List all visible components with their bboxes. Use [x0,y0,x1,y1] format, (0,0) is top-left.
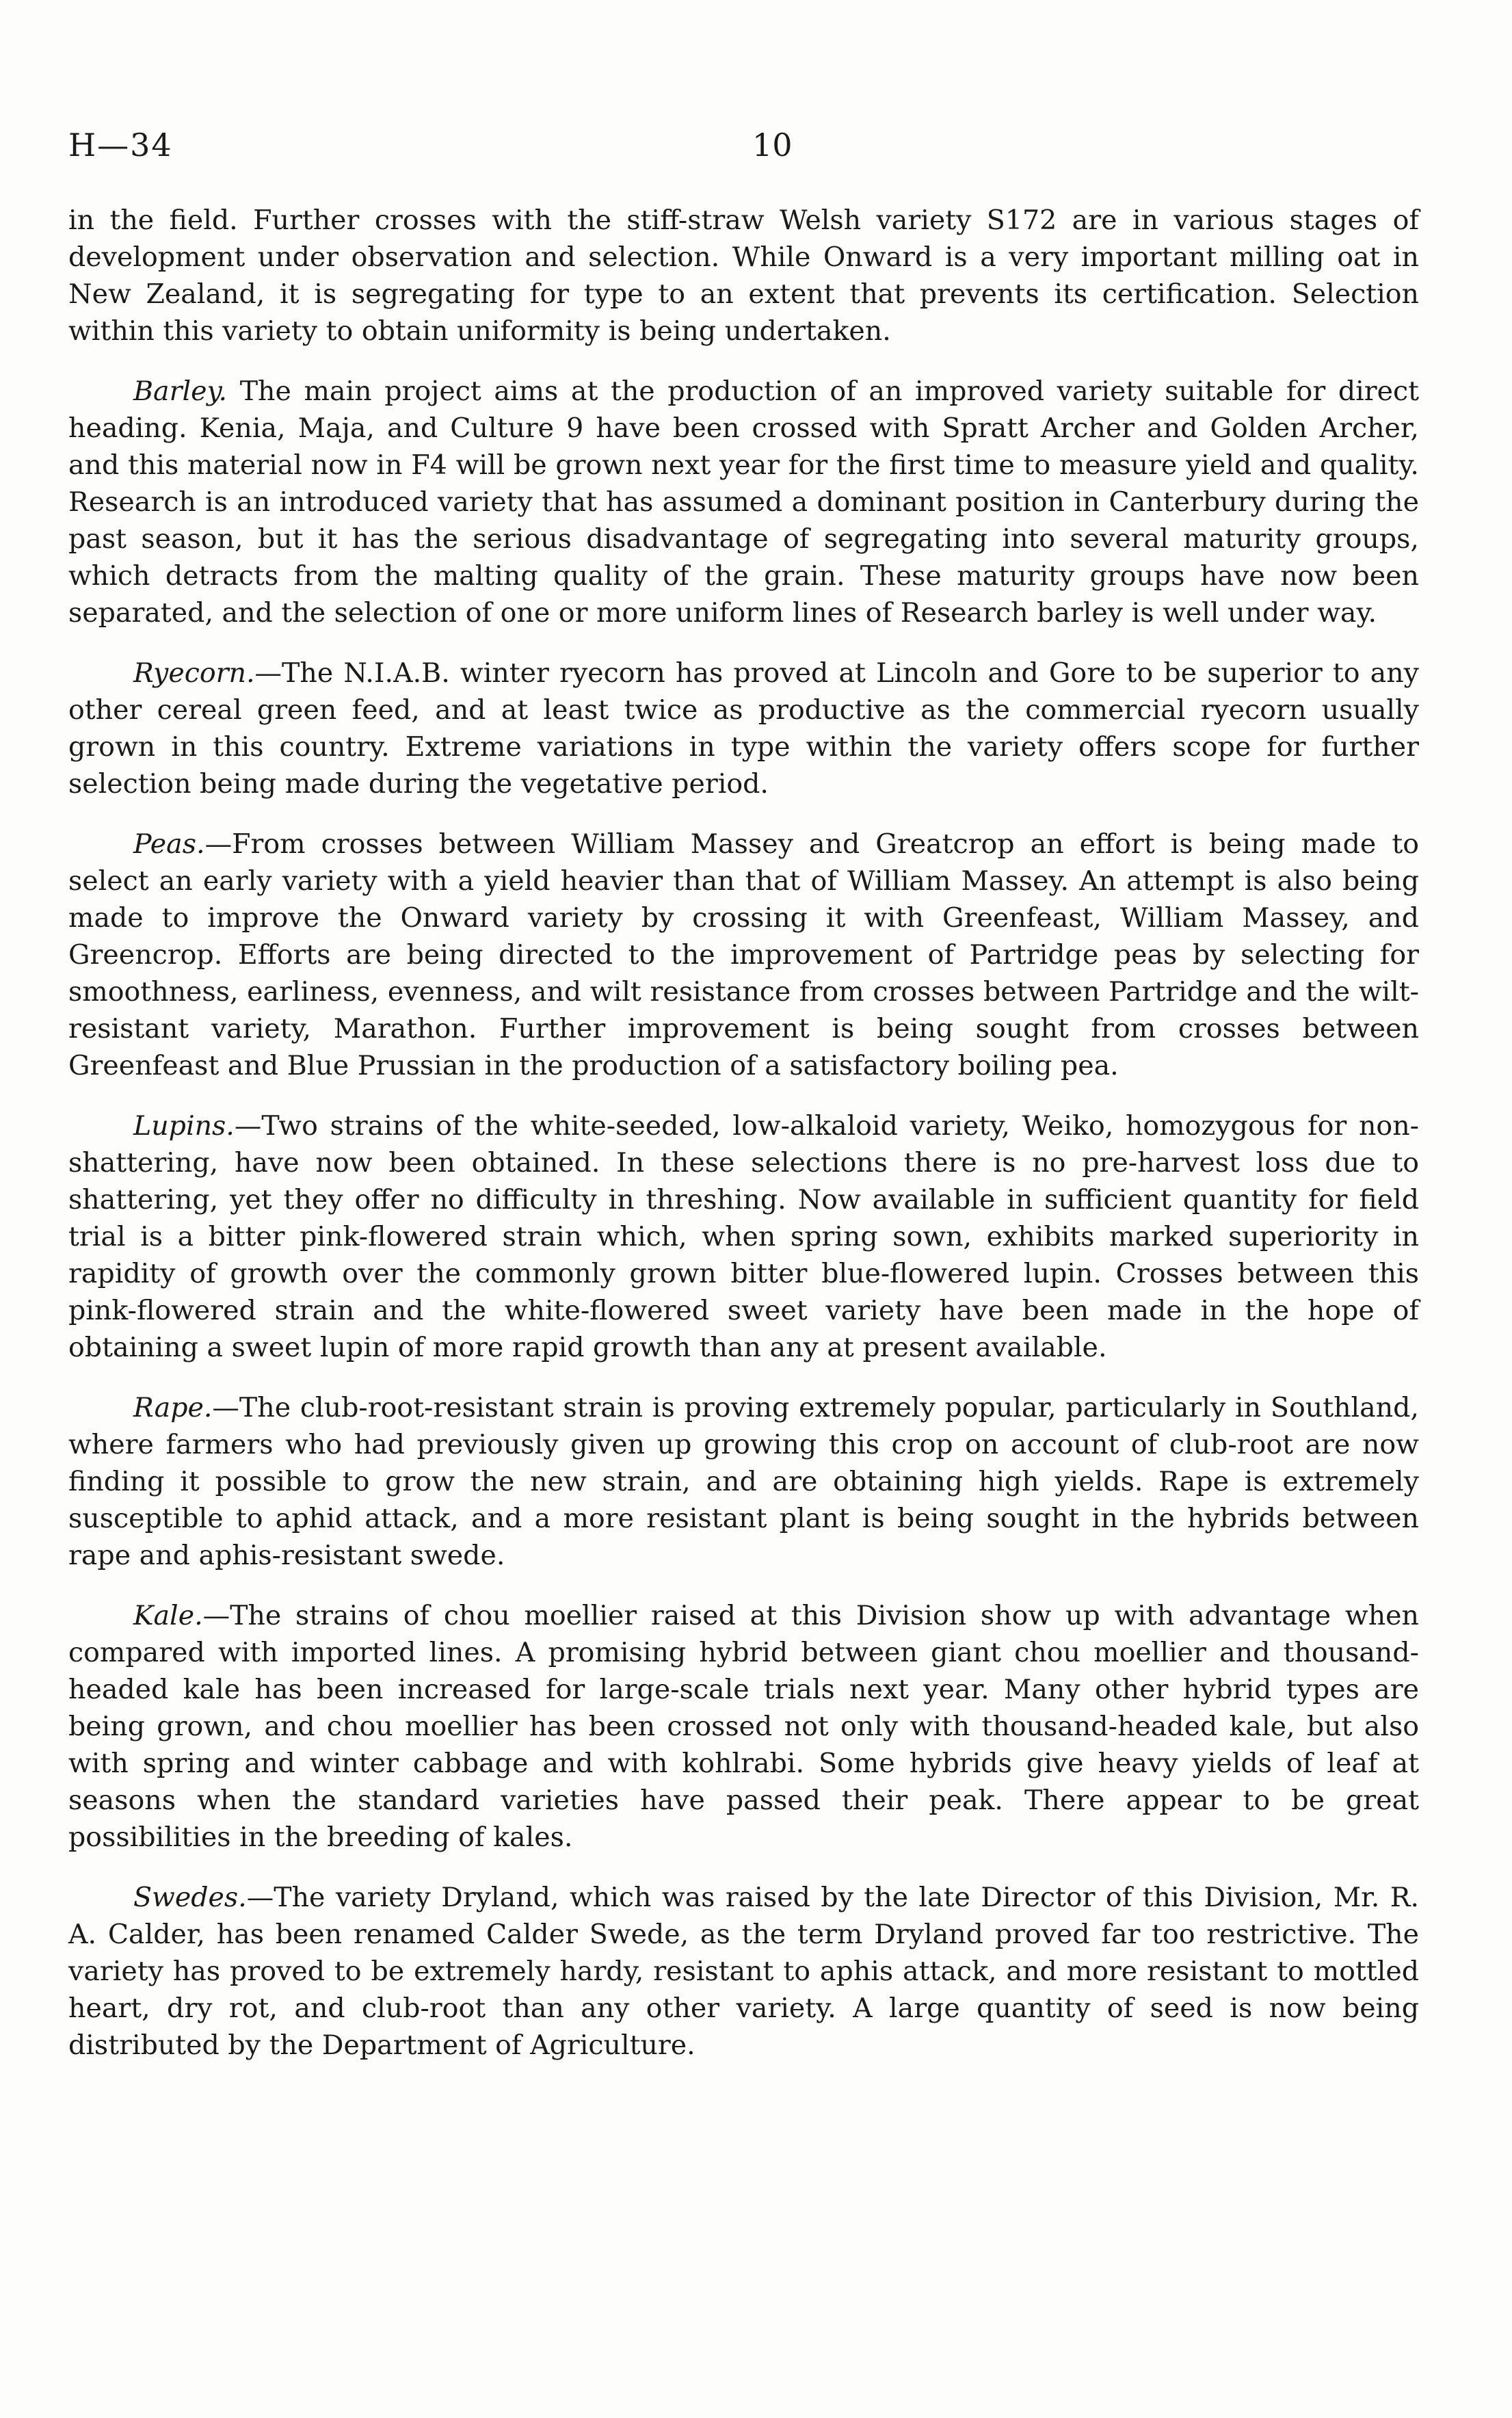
paragraph-lupins [68,1107,1419,1366]
paragraph-barley [68,373,1419,631]
paragraph-text: The main project aims at the production of an improved variety suitable for direct heading. Kenia, Maja, and Culture 9 have been crossed with Spratt Archer and Golden Archer, and this material now in F4 will be grown next year for the first time to measure yield and quality. Research is an introduced variety that has assumed a dominant position in Canterbury during the past season, but it has the serious disadvantage of segregating into several maturity groups, which detracts from the malting quality of the grain. These maturity groups have now been separated, and the selection of one or more uniform lines of Research barley is well under way. [68,376,1419,629]
paragraph-peas [68,826,1419,1084]
section-heading-peas: Peas. [133,828,205,860]
document-id: H—34 [68,127,173,163]
paragraph-text: —The N.I.A.B. winter ryecorn has proved at Lincoln and Gore to be superior to any other cereal green feed, and at least twice as productive as the commercial ryecorn usually grown in this country. Extreme variations in type within the variety offers scope for further selection being made during the vegetative period. [68,657,1419,800]
section-heading-ryecorn: Ryecorn. [133,657,255,689]
paragraph-text: —The strains of chou moellier raised at this Division show up with advantage when compared with imported lines. A promising hybrid between giant chou moellier and thousand-headed kale has been increased for large-scale trials next year. Many other hybrid types are being grown, and chou moellier has been crossed not only with thousand-headed kale, but also with spring and winter cabbage and with kohlrabi. Some hybrids give heavy yields of leaf at seasons when the standard varieties have passed their peak. There appear to be great possibilities in the breeding of kales. [68,1600,1419,1853]
paragraph-text: —The variety Dryland, which was raised by the late Director of this Division, Mr. R. A. Calder, has been renamed Calder Swede, as the term Dryland proved far too restrictive. The variety has proved to be extremely hardy, resistant to aphis attack, and more resistant to mottled heart, dry rot, and club-root than any other variety. A large quantity of seed is now being distributed by the Department of Agriculture. [68,1882,1419,2061]
body-text [68,202,1419,2087]
section-heading-lupins: Lupins. [133,1110,235,1142]
paragraph-swedes [68,1879,1419,2064]
page-header [68,127,1444,168]
paragraph-oats-continued [68,202,1419,350]
paragraph-text: —The club-root-resistant strain is proving extremely popular, particularly in Southland, where farmers who had previously given up growing this crop on account of club-root are now finding it possible to grow the new strain, and are obtaining high yields. Rape is extremely susceptible to aphid attack, and a more resistant plant is being sought in the hybrids between rape and aphis-resistant swede. [68,1392,1419,1571]
paragraph-kale [68,1597,1419,1856]
paragraph-text: —From crosses between William Massey and Greatcrop an effort is being made to select an early variety with a yield heavier than that of William Massey. An attempt is also being made to improve the Onward variety by crossing it with Greenfeast, William Massey, and Greencrop. Efforts are being directed to the improvement of Partridge peas by selecting for smoothness, earliness, evenness, and wilt resistance from crosses between Partridge and the wilt-resistant variety, Marathon. Further improvement is being sought from crosses between Greenfeast and Blue Prussian in the production of a satisfactory boiling pea. [68,828,1419,1081]
section-heading-kale: Kale. [133,1600,203,1631]
page-number: 10 [752,127,793,163]
section-heading-swedes: Swedes. [133,1882,247,1913]
paragraph-rape [68,1389,1419,1574]
paragraph-ryecorn [68,655,1419,802]
paragraph-text: in the field. Further crosses with the stiff-straw Welsh variety S172 are in various stages of development under observation and selection. While Onward is a very important milling oat in New Zealand, it is segregating for type to an extent that prevents its certification. Selection within this variety to obtain uniformity is being undertaken. [68,205,1419,347]
section-heading-rape: Rape. [133,1392,213,1423]
paragraph-text: —Two strains of the white-seeded, low-alkaloid variety, Weiko, homozygous for non-shattering, have now been obtained. In these selections there is no pre-harvest loss due to shattering, yet they offer no difficulty in threshing. Now available in sufficient quantity for field trial is a bitter pink-flowered strain which, when spring sown, exhibits marked superiority in rapidity of growth over the commonly grown bitter blue-flowered lupin. Crosses between this pink-flowered strain and the white-flowered sweet variety have been made in the hope of obtaining a sweet lupin of more rapid growth than any at present available. [68,1110,1419,1363]
section-heading-barley: Barley. [133,376,228,407]
